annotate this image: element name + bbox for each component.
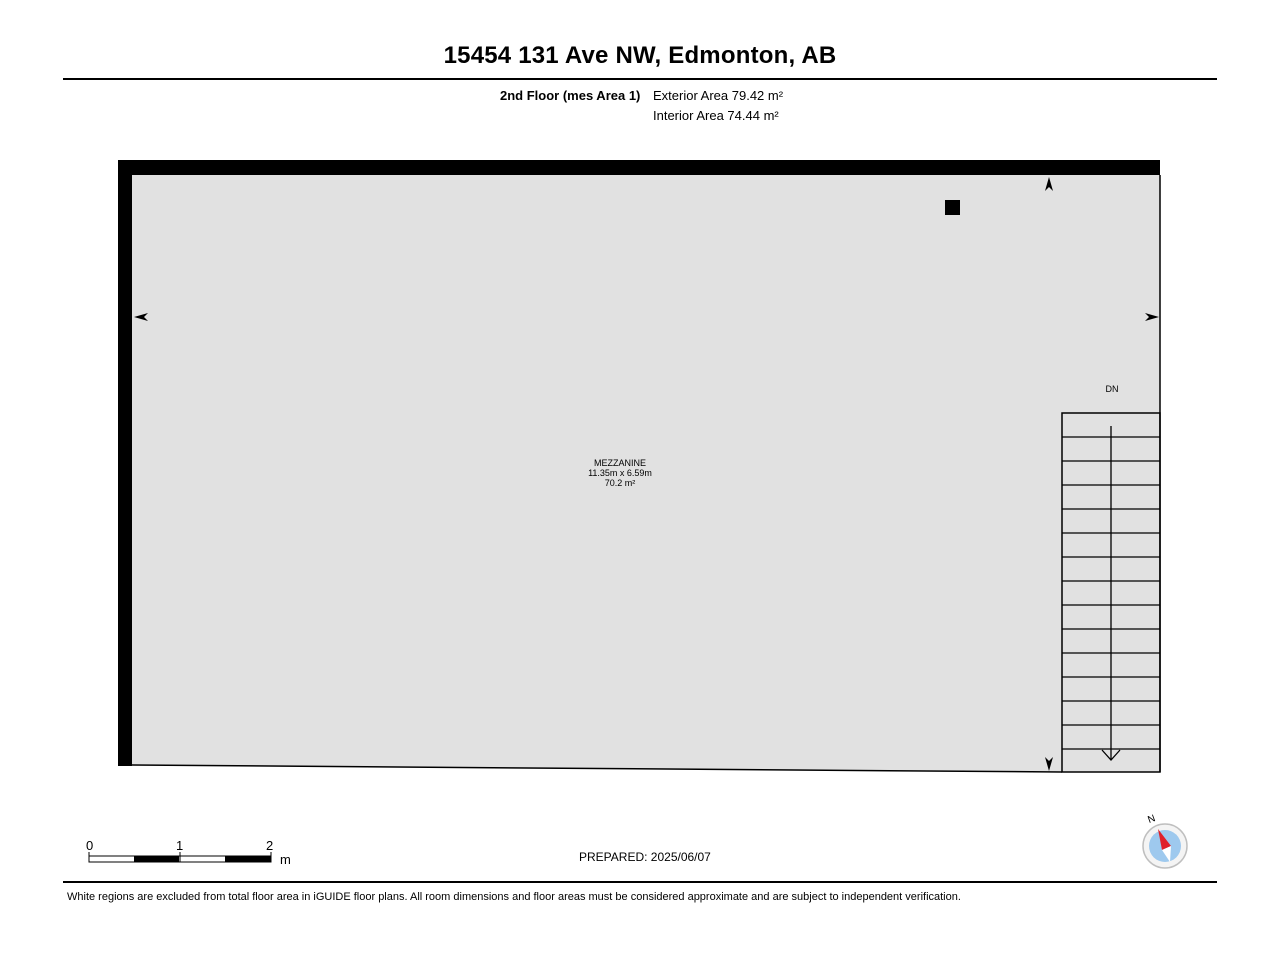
scale-tick-1: 1 — [176, 838, 184, 853]
scale-unit: m — [280, 852, 291, 867]
scale-bar — [89, 852, 271, 862]
room-dimensions: 11.35m x 6.59m — [588, 468, 652, 478]
compass-north-label: N — [1146, 813, 1157, 826]
top-wall — [118, 160, 1160, 175]
exterior-area: Exterior Area 79.42 m² — [653, 88, 784, 103]
stairs-down-label: DN — [1105, 384, 1119, 394]
page-title: 15454 131 Ave NW, Edmonton, AB — [443, 42, 837, 69]
scale-tick-2: 2 — [266, 838, 274, 853]
prepared-date: PREPARED: 2025/06/07 — [579, 850, 711, 864]
disclaimer: White regions are excluded from total floor area in iGUIDE floor plans. All room dimensions and floor areas must be considered approximate and are subject to independent verification. — [67, 891, 961, 903]
scale-tick-0: 0 — [86, 838, 94, 853]
floor-label: 2nd Floor (mes Area 1) — [500, 88, 641, 103]
column-post — [945, 200, 960, 215]
room-name: MEZZANINE — [593, 458, 646, 468]
left-wall — [118, 160, 132, 766]
interior-area: Interior Area 74.44 m² — [653, 108, 779, 123]
footer-rule — [63, 881, 1217, 883]
room-area: 70.2 m² — [604, 478, 636, 488]
compass-icon — [1143, 824, 1187, 868]
